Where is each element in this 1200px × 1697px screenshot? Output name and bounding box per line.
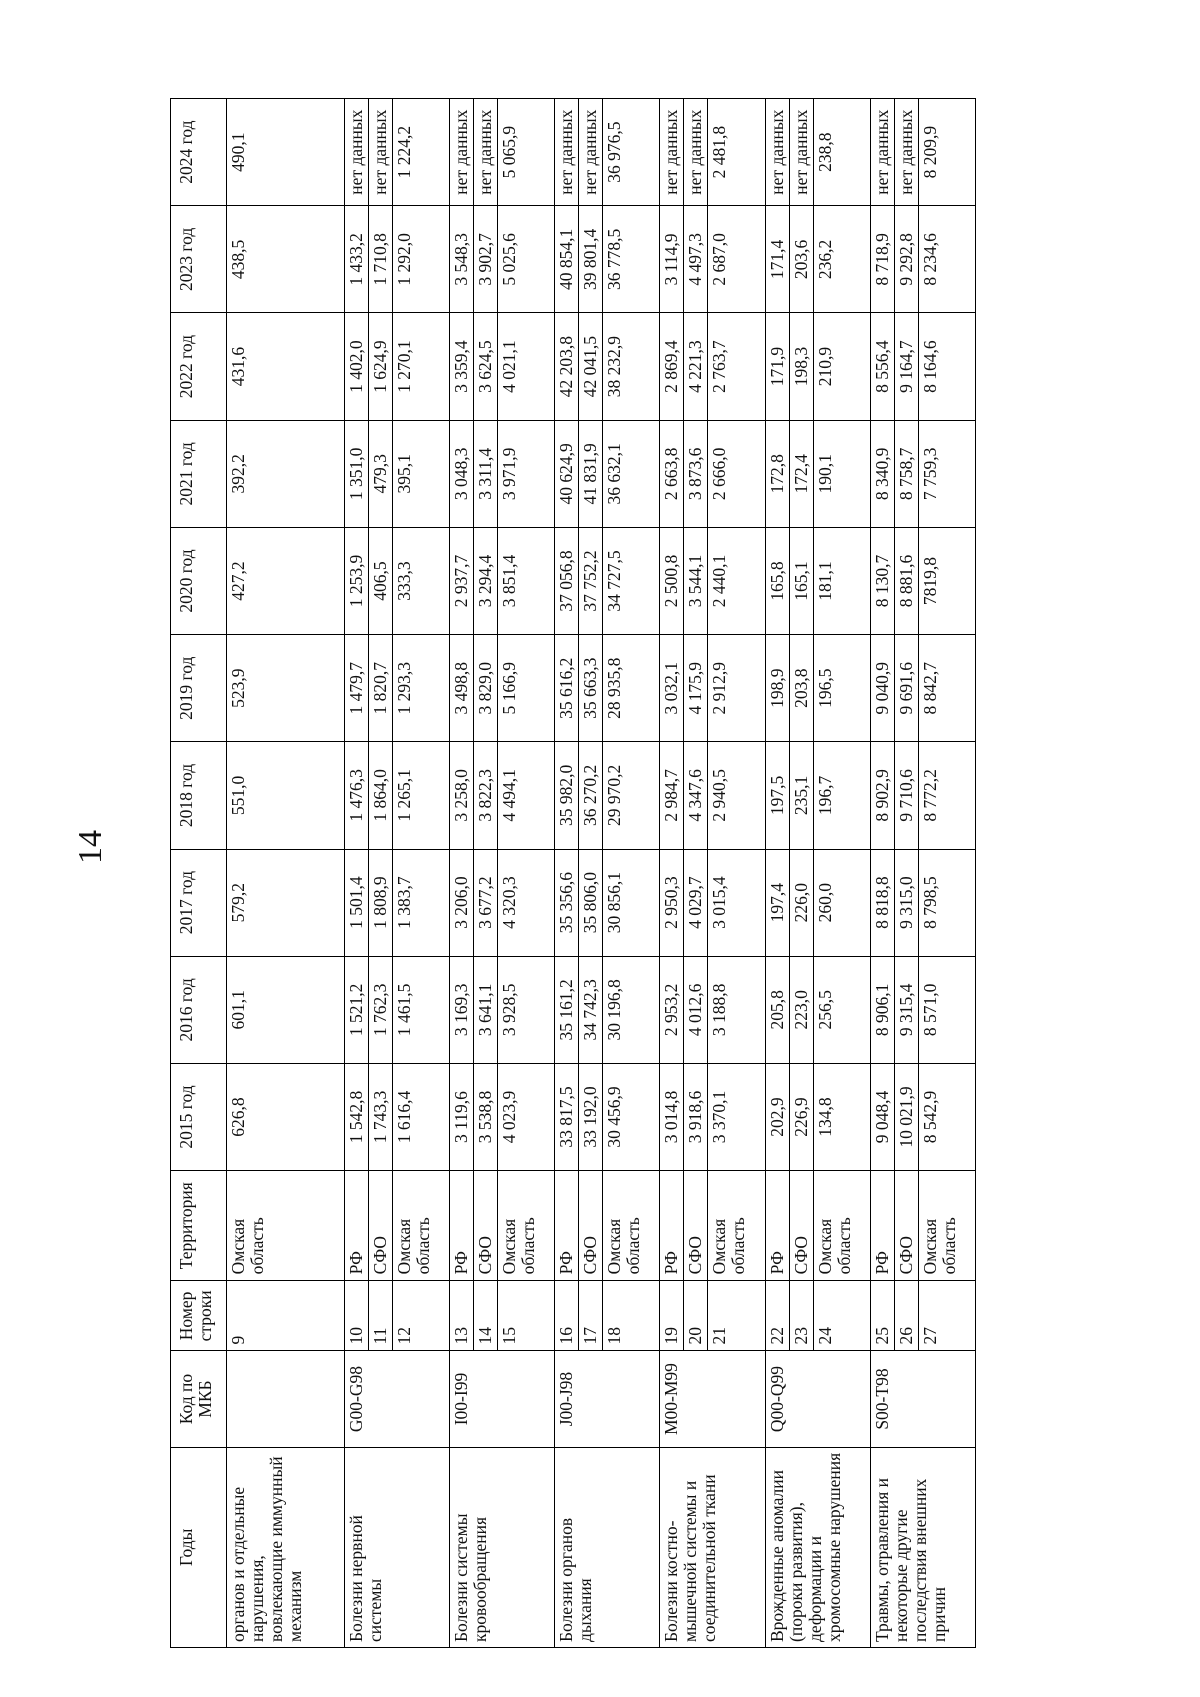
value-cell: 165,1: [789, 527, 813, 634]
value-cell: 3 014,8: [660, 1063, 684, 1170]
value-cell: 4 497,3: [684, 206, 708, 313]
row-number: 18: [603, 1281, 660, 1351]
value-cell: 3 119,6: [450, 1063, 474, 1170]
value-cell: 38 232,9: [603, 313, 660, 420]
value-cell: 235,1: [789, 742, 813, 849]
row-number: 26: [894, 1281, 918, 1351]
value-cell: 34 727,5: [603, 527, 660, 634]
header-year: 2019 год: [171, 635, 227, 742]
value-cell: 3 359,4: [450, 313, 474, 420]
value-cell: 9 315,0: [894, 849, 918, 956]
value-cell: 3 032,1: [660, 635, 684, 742]
header-year: 2021 год: [171, 420, 227, 527]
row-number: 25: [870, 1281, 894, 1351]
group-name: Врожденные аномалии (пороки развития), деформации и хромосомные нарушения: [765, 1447, 870, 1647]
territory: Омская область: [813, 1171, 870, 1281]
value-cell: 395,1: [393, 420, 450, 527]
value-cell: 8 758,7: [894, 420, 918, 527]
value-cell: нет данных: [345, 99, 369, 206]
value-cell: 1 624,9: [369, 313, 393, 420]
value-cell: 4 012,6: [684, 956, 708, 1063]
value-cell: 8 234,6: [918, 206, 975, 313]
table-body: [227, 99, 976, 1648]
value-cell: 34 742,3: [579, 956, 603, 1063]
value-cell: 223,0: [789, 956, 813, 1063]
value-cell: 203,8: [789, 635, 813, 742]
value-cell: 1 743,3: [369, 1063, 393, 1170]
value-cell: 39 801,4: [579, 206, 603, 313]
value-cell: 30 856,1: [603, 849, 660, 956]
territory: РФ: [450, 1171, 474, 1281]
value-cell: нет данных: [870, 99, 894, 206]
value-cell: 198,3: [789, 313, 813, 420]
value-cell: 3 188,8: [708, 956, 765, 1063]
value-cell: 8 340,9: [870, 420, 894, 527]
value-cell: 10 021,9: [894, 1063, 918, 1170]
value-cell: 1 461,5: [393, 956, 450, 1063]
value-cell: 8 902,9: [870, 742, 894, 849]
header-year: 2016 год: [171, 956, 227, 1063]
value-cell: 8 772,2: [918, 742, 975, 849]
territory: Омская область: [498, 1171, 555, 1281]
value-cell: 579,2: [227, 849, 345, 956]
value-cell: 1 521,2: [345, 956, 369, 1063]
value-cell: 2 984,7: [660, 742, 684, 849]
row-number: 16: [555, 1281, 579, 1351]
value-cell: 3 370,1: [708, 1063, 765, 1170]
value-cell: 8 556,4: [870, 313, 894, 420]
value-cell: 203,6: [789, 206, 813, 313]
value-cell: 2 481,8: [708, 99, 765, 206]
value-cell: 2 869,4: [660, 313, 684, 420]
value-cell: 3 114,9: [660, 206, 684, 313]
value-cell: 7819,8: [918, 527, 975, 634]
value-cell: нет данных: [369, 99, 393, 206]
value-cell: 431,6: [227, 313, 345, 420]
value-cell: 35 161,2: [555, 956, 579, 1063]
territory: СФО: [789, 1171, 813, 1281]
value-cell: 196,5: [813, 635, 870, 742]
value-cell: 226,9: [789, 1063, 813, 1170]
value-cell: 4 029,7: [684, 849, 708, 956]
value-cell: 3 311,4: [474, 420, 498, 527]
row-number: 24: [813, 1281, 870, 1351]
value-cell: 1 479,7: [345, 635, 369, 742]
value-cell: нет данных: [765, 99, 789, 206]
row-number: 15: [498, 1281, 555, 1351]
value-cell: нет данных: [474, 99, 498, 206]
value-cell: 8 209,9: [918, 99, 975, 206]
value-cell: 626,8: [227, 1063, 345, 1170]
row-number: 19: [660, 1281, 684, 1351]
value-cell: 3 928,5: [498, 956, 555, 1063]
value-cell: 30 456,9: [603, 1063, 660, 1170]
page-number: 14: [72, 830, 109, 864]
value-cell: 4 175,9: [684, 635, 708, 742]
header-row: [171, 99, 227, 1648]
value-cell: 2 912,9: [708, 635, 765, 742]
value-cell: 3 822,3: [474, 742, 498, 849]
value-cell: 1 253,9: [345, 527, 369, 634]
value-cell: 35 982,0: [555, 742, 579, 849]
value-cell: 1 433,2: [345, 206, 369, 313]
value-cell: 3 677,2: [474, 849, 498, 956]
value-cell: 8 798,5: [918, 849, 975, 956]
territory: Омская область: [227, 1171, 345, 1281]
value-cell: 205,8: [765, 956, 789, 1063]
value-cell: 42 041,5: [579, 313, 603, 420]
value-cell: 8 164,6: [918, 313, 975, 420]
value-cell: 171,4: [765, 206, 789, 313]
value-cell: нет данных: [450, 99, 474, 206]
group-name: Болезни системы кровообращения: [450, 1447, 555, 1647]
value-cell: 3 258,0: [450, 742, 474, 849]
value-cell: 3 641,1: [474, 956, 498, 1063]
group-name: Травмы, отравления и некоторые другие последствия внешних причин: [870, 1447, 975, 1647]
value-cell: 8 571,0: [918, 956, 975, 1063]
value-cell: 3 048,3: [450, 420, 474, 527]
group-name: органов и отдельные нарушения, вовлекающие иммунный механизм: [227, 1447, 345, 1647]
value-cell: 9 691,6: [894, 635, 918, 742]
value-cell: 3 206,0: [450, 849, 474, 956]
value-cell: 42 203,8: [555, 313, 579, 420]
value-cell: 3 538,8: [474, 1063, 498, 1170]
value-cell: 190,1: [813, 420, 870, 527]
value-cell: 1 820,7: [369, 635, 393, 742]
value-cell: 2 663,8: [660, 420, 684, 527]
row-number: 21: [708, 1281, 765, 1351]
value-cell: 3 169,3: [450, 956, 474, 1063]
value-cell: 3 294,4: [474, 527, 498, 634]
row-number: 14: [474, 1281, 498, 1351]
territory: Омская область: [393, 1171, 450, 1281]
value-cell: 198,9: [765, 635, 789, 742]
value-cell: 1 476,3: [345, 742, 369, 849]
row-number: 11: [369, 1281, 393, 1351]
value-cell: нет данных: [579, 99, 603, 206]
value-cell: 33 817,5: [555, 1063, 579, 1170]
value-cell: 9 710,6: [894, 742, 918, 849]
value-cell: 36 632,1: [603, 420, 660, 527]
value-cell: 8 818,8: [870, 849, 894, 956]
value-cell: 392,2: [227, 420, 345, 527]
header-year: 2023 год: [171, 206, 227, 313]
value-cell: 36 976,5: [603, 99, 660, 206]
icd-code: J00-J98: [555, 1351, 660, 1447]
value-cell: 197,4: [765, 849, 789, 956]
value-cell: нет данных: [660, 99, 684, 206]
value-cell: 1 265,1: [393, 742, 450, 849]
value-cell: 1 351,0: [345, 420, 369, 527]
territory: РФ: [765, 1171, 789, 1281]
value-cell: 4 221,3: [684, 313, 708, 420]
value-cell: 4 320,3: [498, 849, 555, 956]
value-cell: 134,8: [813, 1063, 870, 1170]
value-cell: 2 440,1: [708, 527, 765, 634]
header-year: 2022 год: [171, 313, 227, 420]
value-cell: 8 842,7: [918, 635, 975, 742]
value-cell: 438,5: [227, 206, 345, 313]
value-cell: 8 542,9: [918, 1063, 975, 1170]
icd-code: [227, 1351, 345, 1447]
value-cell: 3 873,6: [684, 420, 708, 527]
row-number: 17: [579, 1281, 603, 1351]
row-number: 22: [765, 1281, 789, 1351]
territory: РФ: [345, 1171, 369, 1281]
value-cell: 40 624,9: [555, 420, 579, 527]
value-cell: 4 347,6: [684, 742, 708, 849]
group-name: Болезни органов дыхания: [555, 1447, 660, 1647]
value-cell: 1 710,8: [369, 206, 393, 313]
statistics-table-rotated: [170, 98, 976, 1648]
value-cell: 197,5: [765, 742, 789, 849]
value-cell: 3 902,7: [474, 206, 498, 313]
header-year: 2017 год: [171, 849, 227, 956]
value-cell: 236,2: [813, 206, 870, 313]
value-cell: 210,9: [813, 313, 870, 420]
table-row: [345, 99, 369, 1648]
value-cell: 3 498,8: [450, 635, 474, 742]
value-cell: 7 759,3: [918, 420, 975, 527]
value-cell: 4 494,1: [498, 742, 555, 849]
value-cell: 5 065,9: [498, 99, 555, 206]
value-cell: 35 616,2: [555, 635, 579, 742]
territory: РФ: [870, 1171, 894, 1281]
value-cell: 256,5: [813, 956, 870, 1063]
value-cell: 1 616,4: [393, 1063, 450, 1170]
value-cell: 1 270,1: [393, 313, 450, 420]
header-year: 2018 год: [171, 742, 227, 849]
value-cell: 172,4: [789, 420, 813, 527]
value-cell: 29 970,2: [603, 742, 660, 849]
value-cell: 2 500,8: [660, 527, 684, 634]
value-cell: 2 937,7: [450, 527, 474, 634]
value-cell: 2 666,0: [708, 420, 765, 527]
row-number: 27: [918, 1281, 975, 1351]
territory: СФО: [894, 1171, 918, 1281]
value-cell: 238,8: [813, 99, 870, 206]
value-cell: 3 971,9: [498, 420, 555, 527]
value-cell: 171,9: [765, 313, 789, 420]
value-cell: 172,8: [765, 420, 789, 527]
value-cell: 3 624,5: [474, 313, 498, 420]
value-cell: 37 752,2: [579, 527, 603, 634]
value-cell: 2 940,5: [708, 742, 765, 849]
value-cell: 196,7: [813, 742, 870, 849]
value-cell: 1 808,9: [369, 849, 393, 956]
header-code: Код по МКБ: [171, 1351, 227, 1447]
territory: Омская область: [918, 1171, 975, 1281]
territory: Омская область: [708, 1171, 765, 1281]
statistics-table: [170, 98, 976, 1648]
value-cell: 3 548,3: [450, 206, 474, 313]
header-territory: Территория: [171, 1171, 227, 1281]
value-cell: 3 918,6: [684, 1063, 708, 1170]
header-year: 2015 год: [171, 1063, 227, 1170]
value-cell: 3 829,0: [474, 635, 498, 742]
value-cell: 406,5: [369, 527, 393, 634]
territory: СФО: [684, 1171, 708, 1281]
row-number: 12: [393, 1281, 450, 1351]
value-cell: 2 687,0: [708, 206, 765, 313]
value-cell: 28 935,8: [603, 635, 660, 742]
value-cell: 551,0: [227, 742, 345, 849]
value-cell: 9 164,7: [894, 313, 918, 420]
value-cell: 9 315,4: [894, 956, 918, 1063]
value-cell: 8 906,1: [870, 956, 894, 1063]
header-year: 2020 год: [171, 527, 227, 634]
value-cell: 1 224,2: [393, 99, 450, 206]
value-cell: 490,1: [227, 99, 345, 206]
territory: СФО: [579, 1171, 603, 1281]
value-cell: 8 881,6: [894, 527, 918, 634]
value-cell: 2 953,2: [660, 956, 684, 1063]
value-cell: 3 851,4: [498, 527, 555, 634]
table-row: [660, 99, 684, 1648]
value-cell: 35 806,0: [579, 849, 603, 956]
table-row: [227, 99, 345, 1648]
value-cell: 8 130,7: [870, 527, 894, 634]
value-cell: 333,3: [393, 527, 450, 634]
value-cell: 1 501,4: [345, 849, 369, 956]
value-cell: 8 718,9: [870, 206, 894, 313]
value-cell: нет данных: [894, 99, 918, 206]
value-cell: нет данных: [684, 99, 708, 206]
value-cell: 9 048,4: [870, 1063, 894, 1170]
value-cell: 181,1: [813, 527, 870, 634]
value-cell: 1 292,0: [393, 206, 450, 313]
value-cell: 165,8: [765, 527, 789, 634]
value-cell: 601,1: [227, 956, 345, 1063]
group-name: Болезни костно-мышечной системы и соединительной ткани: [660, 1447, 765, 1647]
table-row: [450, 99, 474, 1648]
value-cell: 1 864,0: [369, 742, 393, 849]
icd-code: Q00-Q99: [765, 1351, 870, 1447]
header-years: Годы: [171, 1447, 227, 1647]
value-cell: 30 196,8: [603, 956, 660, 1063]
value-cell: 479,3: [369, 420, 393, 527]
icd-code: S00-T98: [870, 1351, 975, 1447]
value-cell: 9 292,8: [894, 206, 918, 313]
value-cell: нет данных: [555, 99, 579, 206]
value-cell: 1 293,3: [393, 635, 450, 742]
value-cell: 427,2: [227, 527, 345, 634]
value-cell: 3 544,1: [684, 527, 708, 634]
row-number: 10: [345, 1281, 369, 1351]
territory: СФО: [369, 1171, 393, 1281]
territory: Омская область: [603, 1171, 660, 1281]
value-cell: 5 025,6: [498, 206, 555, 313]
value-cell: 2 950,3: [660, 849, 684, 956]
value-cell: 1 402,0: [345, 313, 369, 420]
value-cell: 33 192,0: [579, 1063, 603, 1170]
value-cell: 4 021,1: [498, 313, 555, 420]
table-row: [555, 99, 579, 1648]
value-cell: 260,0: [813, 849, 870, 956]
value-cell: 2 763,7: [708, 313, 765, 420]
value-cell: 36 270,2: [579, 742, 603, 849]
row-number: 9: [227, 1281, 345, 1351]
value-cell: 9 040,9: [870, 635, 894, 742]
value-cell: 226,0: [789, 849, 813, 956]
row-number: 20: [684, 1281, 708, 1351]
value-cell: 35 663,3: [579, 635, 603, 742]
value-cell: 36 778,5: [603, 206, 660, 313]
table-row: [765, 99, 789, 1648]
table-row: [870, 99, 894, 1648]
row-number: 23: [789, 1281, 813, 1351]
value-cell: 1 542,8: [345, 1063, 369, 1170]
value-cell: 5 166,9: [498, 635, 555, 742]
territory: РФ: [555, 1171, 579, 1281]
row-number: 13: [450, 1281, 474, 1351]
value-cell: 3 015,4: [708, 849, 765, 956]
value-cell: 202,9: [765, 1063, 789, 1170]
value-cell: 1 762,3: [369, 956, 393, 1063]
value-cell: 41 831,9: [579, 420, 603, 527]
value-cell: 37 056,8: [555, 527, 579, 634]
value-cell: 4 023,9: [498, 1063, 555, 1170]
value-cell: 35 356,6: [555, 849, 579, 956]
group-name: Болезни нервной системы: [345, 1447, 450, 1647]
icd-code: I00-I99: [450, 1351, 555, 1447]
icd-code: G00-G98: [345, 1351, 450, 1447]
icd-code: M00-M99: [660, 1351, 765, 1447]
territory: РФ: [660, 1171, 684, 1281]
territory: СФО: [474, 1171, 498, 1281]
header-year: 2024 год: [171, 99, 227, 206]
value-cell: нет данных: [789, 99, 813, 206]
value-cell: 1 383,7: [393, 849, 450, 956]
value-cell: 40 854,1: [555, 206, 579, 313]
value-cell: 523,9: [227, 635, 345, 742]
header-row-number: Номер строки: [171, 1281, 227, 1351]
